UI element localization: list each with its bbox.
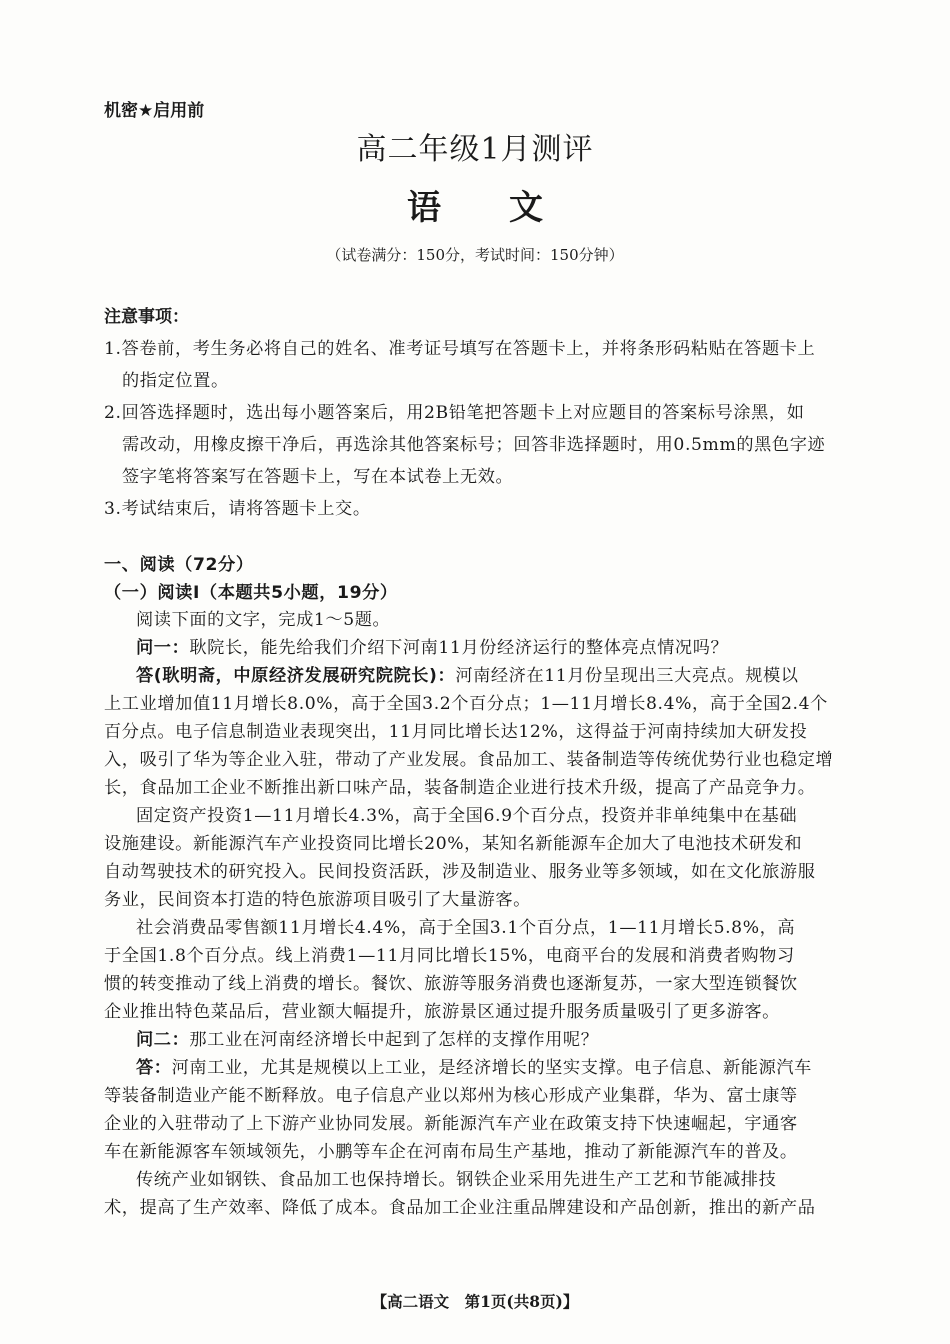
- passage-line: 术，提高了生产效率、降低了成本。食品加工企业注重品牌建设和产品创新，推出的新产品: [104, 1198, 816, 1218]
- notice-line: 签字笔将答案写在答题卡上，写在本试卷上无效。: [122, 467, 514, 487]
- passage-line: 长，食品加工企业不断推出新口味产品，装备制造企业进行技术升级，提高了产品竞争力。: [104, 778, 816, 798]
- passage-line: 企业推出特色菜品后，营业额大幅提升，旅游景区通过提升服务质量吸引了更多游客。: [104, 1002, 780, 1022]
- notice-line: 的指定位置。: [122, 371, 229, 391]
- passage-line: 传统产业如钢铁、食品加工也保持增长。钢铁企业采用先进生产工艺和节能减排技: [136, 1170, 777, 1190]
- answer-2: [136, 1053, 812, 1078]
- page-footer: 【高二语文 第1页(共8页)】: [371, 1292, 579, 1311]
- passage-line: 社会消费品零售额11月增长4.4%，高于全国3.1个百分点，1—11月增长5.8%，高: [136, 918, 796, 938]
- subject-title: [0, 180, 950, 229]
- question-1-label: 问一：: [136, 638, 190, 658]
- question-1-text: 耿院长，能先给我们介绍下河南11月份经济运行的整体亮点情况吗？: [189, 638, 729, 658]
- passage-line: 于全国1.8个百分点。线上消费1—11月同比增长15%，电商平台的发展和消费者购物习: [104, 946, 795, 966]
- passage-line: 固定资产投资1—11月增长4.3%，高于全国6.9个百分点，投资并非单纯集中在基础: [136, 806, 798, 826]
- answer-1: [136, 661, 799, 686]
- passage-line: 上工业增加值11月增长8.0%，高于全国3.2个百分点；1—11月增长8.4%，高于全国2.4个: [104, 694, 828, 714]
- passage-line: 入，吸引了华为等企业入驻，带动了产业发展。食品加工、装备制造等传统优势行业也稳定增: [104, 750, 834, 770]
- section-heading: 一、阅读（72分）: [104, 555, 254, 575]
- passage-line: 惯的转变推动了线上消费的增长。餐饮、旅游等服务消费也逐渐复苏，一家大型连锁餐饮: [104, 974, 798, 994]
- answer-2-text: 河南工业，尤其是规模以上工业，是经济增长的坚实支撑。电子信息、新能源汽车: [171, 1058, 812, 1078]
- exam-info: （试卷满分：150分，考试时间：150分钟）: [326, 246, 624, 264]
- notice-line: 2.回答选择题时，选出每小题答案后，用2B铅笔把答题卡上对应题目的答案标号涂黑，如: [104, 403, 805, 423]
- passage-line: 企业的入驻带动了上下游产业协同发展。新能源汽车产业在政策支持下快速崛起，宇通客: [104, 1114, 798, 1134]
- subject-char-1: 语: [407, 188, 441, 228]
- notice-heading: 注意事项：: [104, 307, 189, 327]
- notice-line: 1.答卷前，考生务必将自己的姓名、准考证号填写在答题卡上，并将条形码粘贴在答题卡上: [104, 339, 816, 359]
- notice-line: 3.考试结束后，请将答题卡上交。: [104, 499, 371, 519]
- question-2-label: 问二：: [136, 1030, 190, 1050]
- subject-char-2: 文: [509, 188, 543, 228]
- question-1: [136, 633, 728, 658]
- notice-line: 需改动，用橡皮擦干净后，再选涂其他答案标号；回答非选择题时，用0.5mm的黑色字迹: [122, 435, 826, 455]
- confidential-label: 机密★启用前: [104, 101, 205, 121]
- passage-line: 等装备制造业产能不断释放。电子信息产业以郑州为核心形成产业集群，华为、富士康等: [104, 1086, 798, 1106]
- question-2: [136, 1025, 599, 1050]
- passage-line: 务业，民间资本打造的特色旅游项目吸引了大量游客。: [104, 890, 531, 910]
- passage-line: 设施建设。新能源汽车产业投资同比增长20%，某知名新能源车企加大了电池技术研发和: [104, 834, 803, 854]
- reading-instruction: 阅读下面的文字，完成1～5题。: [136, 610, 391, 630]
- passage-line: 百分点。电子信息制造业表现突出，11月同比增长达12%，这得益于河南持续加大研发投: [104, 722, 808, 742]
- passage-line: 自动驾驶技术的研究投入。民间投资活跃，涉及制造业、服务业等多领域，如在文化旅游服: [104, 862, 816, 882]
- exam-title: 高二年级1月测评: [356, 132, 594, 167]
- section-subheading: （一）阅读Ⅰ（本题共5小题，19分）: [104, 583, 398, 603]
- question-2-text: 那工业在河南经济增长中起到了怎样的支撑作用呢？: [189, 1030, 599, 1050]
- answer-1-text: 河南经济在11月份呈现出三大亮点。规模以: [455, 666, 799, 686]
- passage-line: 车在新能源客车领域领先，小鹏等车企在河南布局生产基地，推动了新能源汽车的普及。: [104, 1142, 798, 1162]
- answer-1-label: 答(耿明斋，中原经济发展研究院院长)：: [136, 666, 456, 686]
- answer-2-label: 答：: [136, 1058, 172, 1078]
